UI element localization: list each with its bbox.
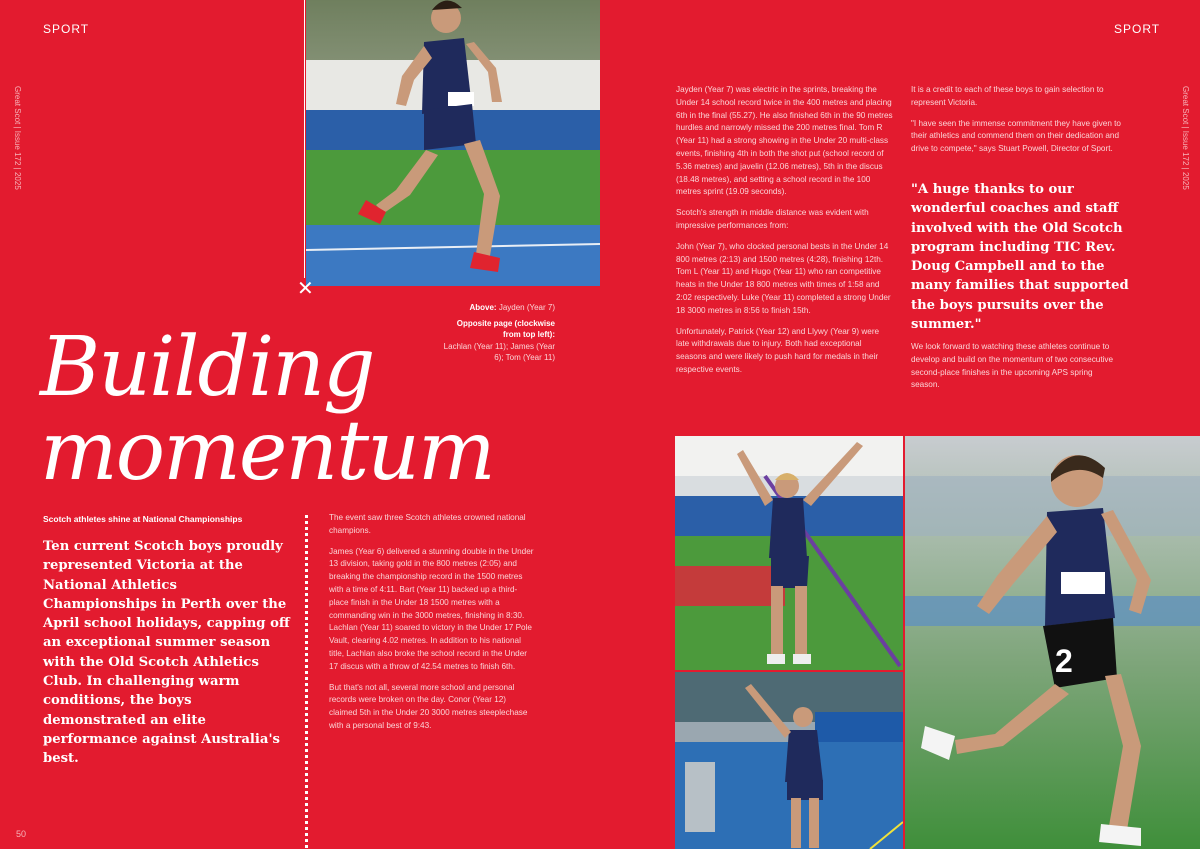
photo-james-running: [905, 436, 1200, 849]
paragraph: "I have seen the immense commitment they have given to their athletics and commend them on their dedication and drive to compete," says Stuart Powell, Director of Sport.: [911, 118, 1121, 154]
paragraph: James (Year 6) delivered a stunning double in the Under 13 division, taking gold in the 800 metres (2:05) and breaking the championship record in the 1500 metres with a time of 4:11. Bart (Year 11) backed up a third-place finish in the Under 18 1500 metres with a commanding win in the 3000 metres, finishing in 8:30. Lachlan (Year 11) soared to victory in the Under 17 Pole Vault, clearing 4.02 metres. In addition to his national title, Lachlan also broke the school record in the Under 17 discus with a throw of 42.54 metres to finish 6th.: [329, 546, 534, 671]
paragraph: The event saw three Scotch athletes crowned national champions.: [329, 513, 526, 535]
page-number: 50: [16, 829, 27, 839]
closing-paragraph: We look forward to watching these athletes continue to develop and build on the momentum of two consecutive second-place finishes in the upcoming APS spring season.: [911, 342, 1114, 390]
photo-tom-throwing: [675, 672, 903, 849]
caption-opposite-text: Lachlan (Year 11); James (Year 6); Tom (Year 11): [443, 341, 555, 362]
paragraph: Unfortunately, Patrick (Year 12) and Llywy (Year 9) were late withdrawals due to injury. Both had exceptional seasons and were likely to push hard for medals in their respective events.: [676, 326, 880, 374]
section-label-left: SPORT: [43, 22, 90, 36]
title-line-2: momentum: [40, 404, 494, 499]
dashed-divider: [305, 515, 308, 849]
vertical-rule: [304, 0, 305, 278]
x-mark-icon: ✕: [297, 278, 314, 300]
body-column-middle: [676, 84, 893, 385]
paragraph: John (Year 7), who clocked personal bests in the Under 14 800 metres (2:13) and 1500 metres (4:28), finishing 12th. Tom L (Year 11) and Hugo (Year 11) who ran competitive heats in the Under 18 800 metres with times of 1:58 and 2:02 respectively. Luke (Year 11) completed a strong Under 18 3000 metres in 8:56 to finish 15th.: [676, 241, 891, 315]
body-column-right: [911, 84, 1126, 164]
lead-paragraph: Ten current Scotch boys proudly represented Victoria at the National Athletics Championships in Perth over the April school holidays, capping off an exceptional summer season with the Old Scotch Athletics Club. In challenging warm conditions, the boys demonstrated an elite performance against Australia's best.: [43, 539, 290, 767]
section-label-right: SPORT: [1114, 22, 1161, 36]
caption-opposite-label: Opposite page (clockwise from top left):: [456, 318, 555, 339]
paragraph: It is a credit to each of these boys to gain selection to represent Victoria.: [911, 85, 1104, 107]
photo-lachlan-pole-vault: [675, 436, 903, 670]
side-label-left: Great Scot | Issue 172 | 2025: [13, 86, 22, 190]
photo-jayden-sprinting: [306, 0, 600, 286]
pull-quote: "A huge thanks to our wonderful coaches and staff involved with the Old Scotch program including TIC Rev. Doug Campbell and to the many families that supported the boys pursuits over the summer.": [911, 182, 1129, 333]
paragraph: Scotch's strength in middle distance was evident with impressive performances from:: [676, 208, 869, 230]
title-line-1: Building: [40, 320, 374, 415]
svg-text:2: 2: [1055, 643, 1073, 679]
side-label-right: Great Scot | Issue 172 | 2025: [1181, 86, 1190, 190]
caption-above-label: Above:: [469, 303, 497, 312]
paragraph: But that's not all, several more school and personal records were broken on the day. Conor (Year 12) claimed 5th in the Under 20 3000 metres steeplechase with a personal best of 9:43.: [329, 682, 528, 730]
paragraph: Jayden (Year 7) was electric in the sprints, breaking the Under 14 school record twice in the 400 metres and placing 6th in the final (55.27). He also finished 6th in the 90 metres hurdles and narrowly missed the 200 metres final. Tom R (Year 11) had a strong showing in the Under 20 multi-class events, finishing 4th in both the shot put (school record of 5.36 metres) and javelin (12.06 metres), 5th in the discus (18.48 metres), and setting a school record in the 100 metres sprint (19.09 seconds).: [676, 85, 893, 197]
caption-above-text: Jayden (Year 7): [498, 303, 555, 312]
body-column-left: [329, 512, 534, 741]
page-title: [40, 320, 494, 499]
kicker: Scotch athletes shine at National Championships: [43, 514, 243, 524]
